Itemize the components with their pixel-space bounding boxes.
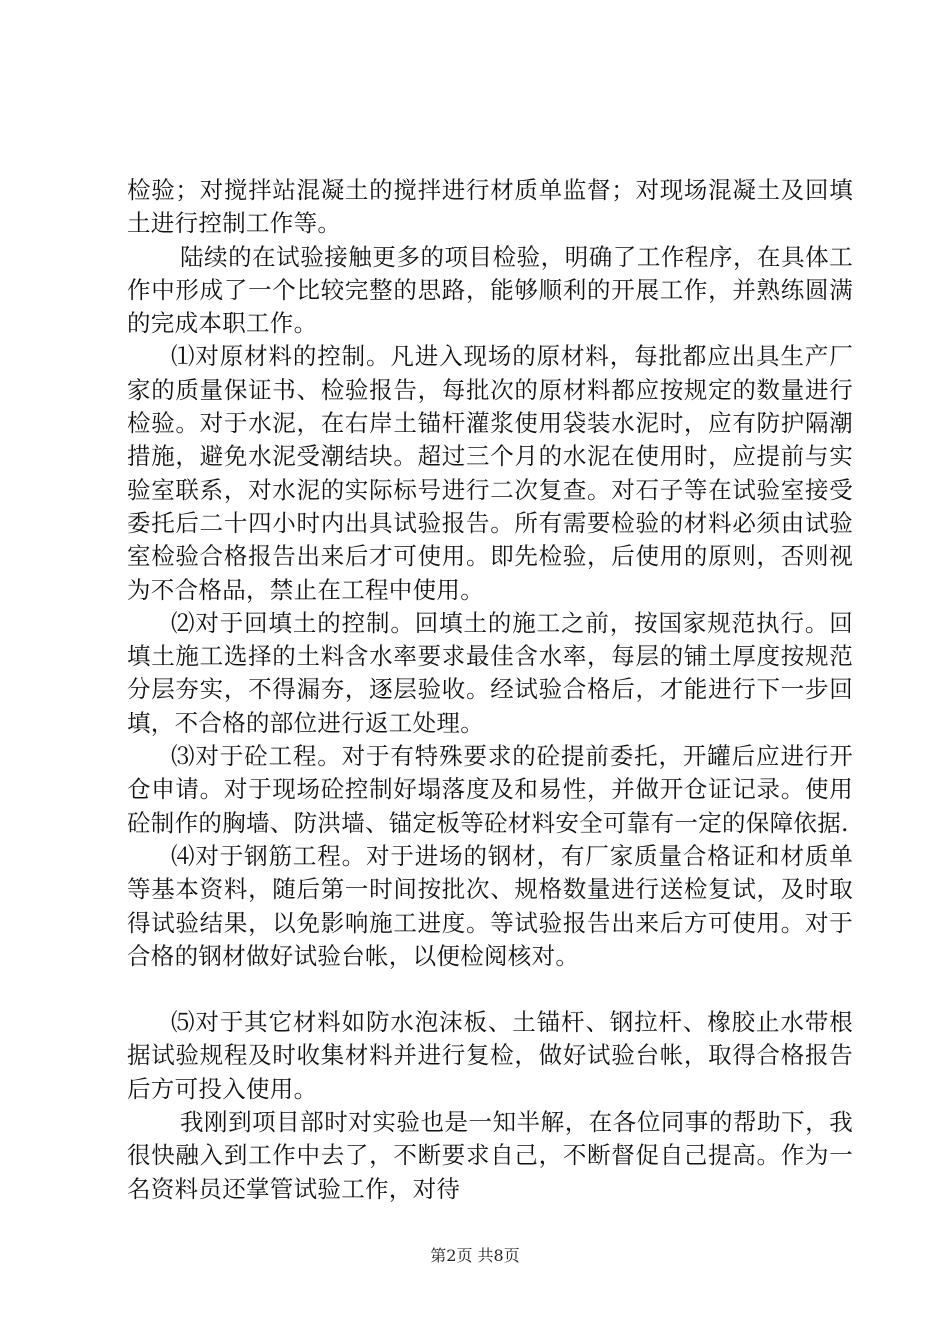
paragraph-item-1: ⑴对原材料的控制。凡进入现场的原材料，每批都应出具生产厂家的质量保证书、检验报告，每批次的原材料都应按规定的数量进行检验。对于水泥，在右岸土锚杆灌浆使用袋装水泥时，应有防护隔潮措施，避免水泥受潮结块。超过三个月的水泥在使用时，应提前与实验室联系，对水泥的实际标号进行二次复查。对石子等在试验室接受委托后二十四小时内出具试验报告。所有需要检验的材料必须由试验室检验合格报告出来后才可使用。即先检验，后使用的原则，否则视为不合格品，禁止在工程中使用。 — [127, 342, 853, 604]
paragraph-item-3: ⑶对于砼工程。对于有特殊要求的砼提前委托，开罐后应进行开仓申请。对于现场砼控制好塌落度及和易性，并做开仓证记录。使用砼制作的胸墙、防洪墙、锚定板等砼材料安全可靠有一定的保障依据. — [127, 742, 853, 837]
paragraph-item-2: ⑵对于回填土的控制。回填土的施工之前，按国家规范执行。回填土施工选择的土料含水率要求最佳含水率，每层的铺土厚度按规范分层夯实，不得漏夯，逐层验收。经试验合格后，才能进行下一步回填，不合格的部位进行返工处理。 — [127, 608, 853, 737]
paragraph-intro: 陆续的在试验接触更多的项目检验，明确了工作程序，在具体工作中形成了一个比较完整的思路，能够顺利的开展工作，并熟练圆满的完成本职工作。 — [127, 242, 853, 338]
paragraph-continuation: 检验；对搅拌站混凝土的搅拌进行材质单监督；对现场混凝土及回填土进行控制工作等。 — [127, 176, 853, 238]
paragraph-closing: 我刚到项目部时对实验也是一知半解，在各位同事的帮助下，我很快融入到工作中去了，不断要求自己，不断督促自己提高。作为一名资料员还掌管试验工作，对待 — [127, 1108, 853, 1203]
page-number-footer: 第2页 共8页 — [430, 1246, 520, 1265]
document-body — [127, 174, 853, 1206]
paragraph-item-5: ⑸对于其它材料如防水泡沫板、土锚杆、钢拉杆、橡胶止水带根据试验规程及时收集材料并进行复检，做好试验台帐，取得合格报告后方可投入使用。 — [127, 1008, 853, 1103]
paragraph-item-4: ⑷对于钢筋工程。对于进场的钢材，有厂家质量合格证和材质单等基本资料，随后第一时间按批次、规格数量进行送检复试，及时取得试验结果，以免影响施工进度。等试验报告出来后方可使用。对于合格的钢材做好试验台帐，以便检阅核对。 — [127, 841, 853, 970]
